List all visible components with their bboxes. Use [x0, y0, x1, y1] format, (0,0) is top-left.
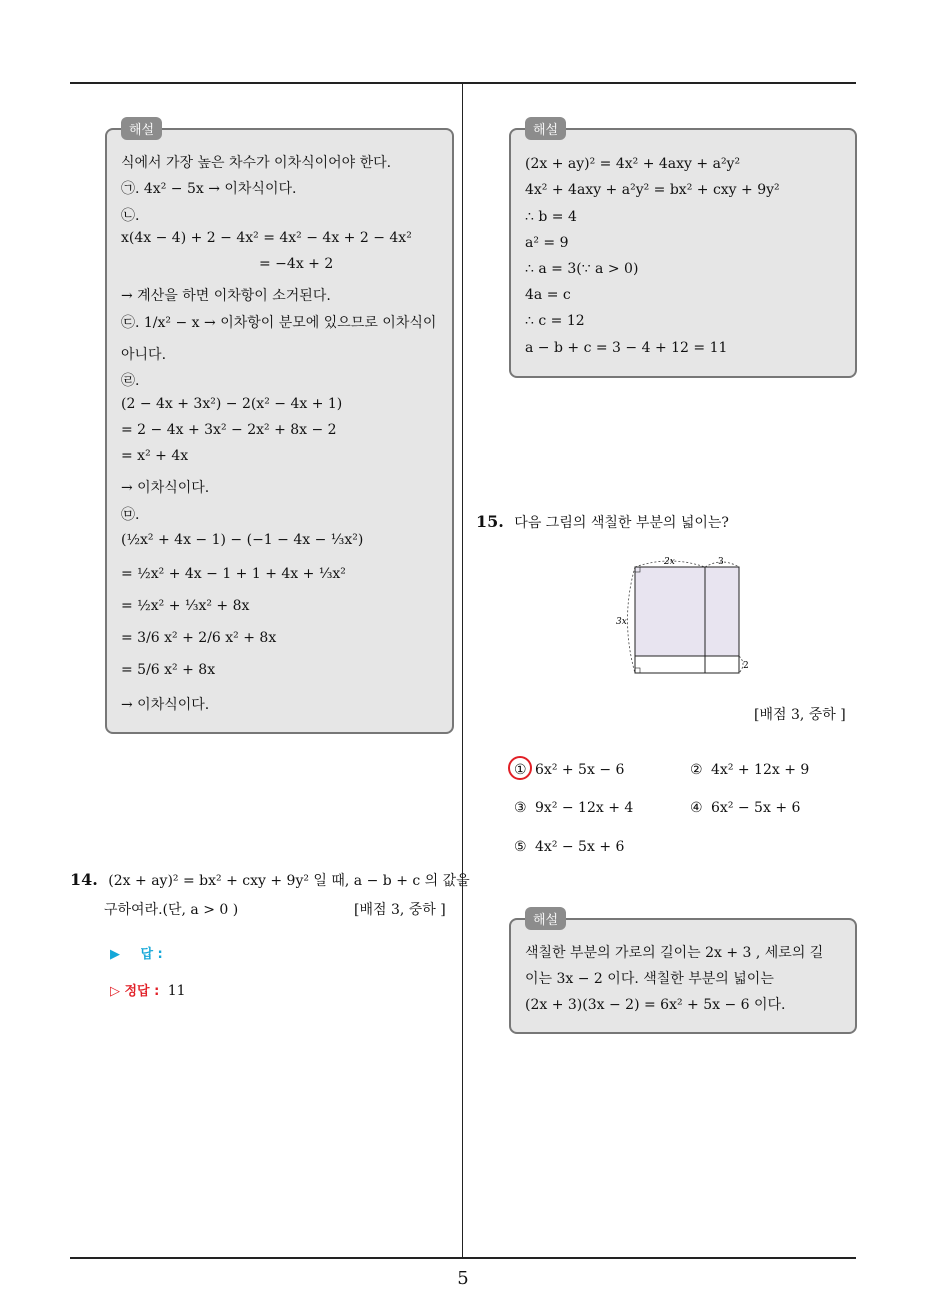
choice-2[interactable]: [690, 762, 809, 778]
choice-marker: ②: [690, 762, 703, 778]
question-14: [70, 870, 470, 890]
question-text: 다음 그림의 색칠한 부분의 넓이는?: [514, 515, 729, 531]
solution-line: ∴ c = 12: [525, 313, 585, 329]
correct-value: 11: [167, 983, 186, 999]
question-text: (2x + ay)² = bx² + cxy + 9y² 일 때, a − b + c 의 값을: [108, 873, 470, 889]
bottom-rule: [70, 1257, 856, 1259]
label-bottom-right: 2: [743, 661, 749, 671]
answer-arrow-icon: ▶: [110, 947, 120, 962]
choice-marker: ④: [690, 800, 703, 816]
choice-marker: ⑤: [514, 839, 527, 855]
solution-line: ㉣.: [121, 373, 140, 389]
answer-label: 답 :: [140, 947, 163, 962]
page-number: 5: [457, 1268, 469, 1289]
label-left: 3x: [616, 617, 627, 627]
choice-5[interactable]: [514, 839, 624, 855]
choice-marker: ①: [514, 762, 527, 778]
solution-line: = ½x² + ⅓x² + 8x: [121, 598, 250, 614]
correct-answer-row: [110, 980, 186, 999]
solution-tag: 해설: [525, 907, 566, 930]
top-rule: [70, 82, 856, 84]
solution-line: 이는 3x − 2 이다. 색칠한 부분의 넓이는: [525, 971, 774, 987]
solution-box-right-bottom: [509, 913, 857, 1034]
solution-line: (2 − 4x + 3x²) − 2(x² − 4x + 1): [121, 396, 343, 412]
choice-marker: ③: [514, 800, 527, 816]
choice-3[interactable]: [514, 800, 633, 816]
solution-box-right-top: [509, 123, 857, 378]
question-number: 14.: [70, 870, 98, 889]
solution-line: a − b + c = 3 − 4 + 12 = 11: [525, 340, 728, 356]
column-divider: [462, 84, 463, 1258]
correct-arrow-icon: ▷: [110, 984, 120, 999]
correct-label: 정답 :: [124, 984, 160, 999]
solution-line: = x² + 4x: [121, 448, 189, 464]
solution-line: = −4x + 2: [259, 256, 334, 272]
choice-text: 9x² − 12x + 4: [535, 800, 634, 816]
solution-box-left: [105, 123, 454, 734]
shaded-region: [635, 567, 739, 656]
solution-tag: 해설: [121, 117, 162, 140]
solution-tag: 해설: [525, 117, 566, 140]
answer-row: [110, 943, 163, 962]
solution-line: ㉢. 1/x² − x → 이차항이 분모에 있으므로 이차식이: [121, 315, 437, 331]
solution-line: = ½x² + 4x − 1 + 1 + 4x + ⅓x²: [121, 566, 346, 582]
choice-text: 4x² + 12x + 9: [711, 762, 810, 778]
solution-line: 4x² + 4axy + a²y² = bx² + cxy + 9y²: [525, 182, 780, 198]
question-score: [배점 3, 중하 ]: [754, 707, 846, 723]
solution-line: (½x² + 4x − 1) − (−1 − 4x − ⅓x²): [121, 532, 364, 548]
question-15: [476, 512, 729, 532]
solution-line: 4a = c: [525, 287, 571, 303]
solution-line: → 이차식이다.: [121, 480, 210, 496]
question-number: 15.: [476, 512, 504, 531]
solution-line: x(4x − 4) + 2 − 4x² = 4x² − 4x + 2 − 4x²: [121, 230, 412, 246]
solution-line: 색칠한 부분의 가로의 길이는 2x + 3 , 세로의 길: [525, 945, 824, 961]
solution-line: a² = 9: [525, 235, 569, 251]
solution-line: = 5/6 x² + 8x: [121, 662, 216, 678]
choice-text: 6x² + 5x − 6: [535, 762, 625, 778]
solution-line: → 이차식이다.: [121, 697, 210, 713]
solution-line: ∴ a = 3(∵ a > 0): [525, 261, 639, 277]
choice-text: 6x² − 5x + 6: [711, 800, 801, 816]
solution-line: 식에서 가장 높은 차수가 이차식이어야 한다.: [121, 155, 392, 171]
question-text-line2: 구하여라.(단, a > 0 ): [104, 902, 239, 918]
label-top-right: 3: [718, 557, 724, 567]
choice-4[interactable]: [690, 800, 800, 816]
choice-text: 4x² − 5x + 6: [535, 839, 625, 855]
solution-line: ㉤.: [121, 507, 140, 523]
solution-line: ㉠. 4x² − 5x → 이차식이다.: [121, 181, 297, 197]
solution-line: ∴ b = 4: [525, 209, 577, 225]
solution-line: (2x + ay)² = 4x² + 4axy + a²y²: [525, 156, 741, 172]
solution-line: ㉡.: [121, 208, 140, 224]
question-score: [배점 3, 중하 ]: [354, 902, 446, 918]
solution-line: 아니다.: [121, 347, 167, 363]
solution-line: = 3/6 x² + 2/6 x² + 8x: [121, 630, 277, 646]
solution-line: (2x + 3)(3x − 2) = 6x² + 5x − 6 이다.: [525, 997, 786, 1013]
label-top-left: 2x: [664, 557, 675, 567]
correct-answer-circle-icon: [508, 756, 532, 780]
solution-line: = 2 − 4x + 3x² − 2x² + 8x − 2: [121, 422, 337, 438]
area-figure: [610, 552, 760, 680]
solution-line: → 계산을 하면 이차항이 소거된다.: [121, 288, 331, 304]
